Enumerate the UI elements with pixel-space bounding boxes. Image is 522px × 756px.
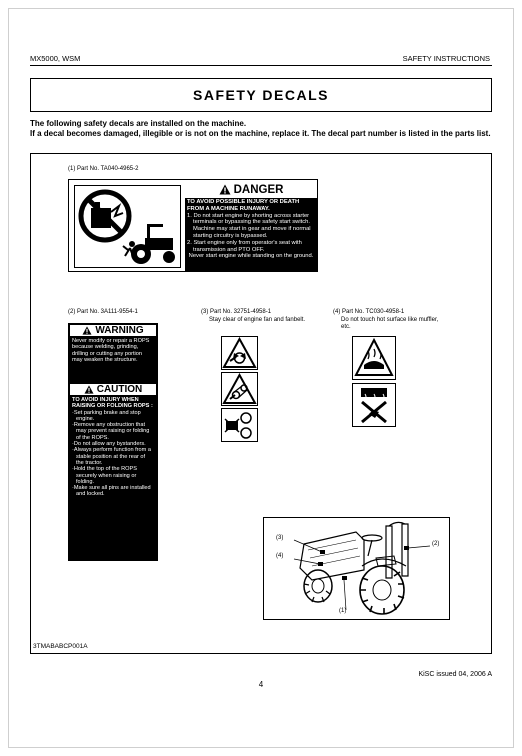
danger-item-1: 1. Do not start engine by shorting across starter terminals or bypassing the safety start switch. Machine may start in gear and move if normal starting circuitry is bypassed.	[187, 212, 311, 239]
decals-frame	[30, 153, 492, 654]
tractor-illustration	[263, 517, 450, 620]
caution-item: ·Set parking brake and stop engine.	[72, 409, 141, 422]
alert-triangle-icon	[219, 184, 231, 195]
no-hands-fan-icon	[221, 408, 258, 442]
warning-text: Never modify or repair a ROPS because welding, grinding, drilling or cutting any portion may weaken the structure.	[72, 338, 150, 363]
figure-callout-2: (2)	[432, 541, 440, 547]
caution-item: ·Hold the top of the ROPS securely when raising or folding.	[72, 466, 137, 485]
decal-3-description: Stay clear of engine fan and fanbelt.	[209, 316, 306, 323]
decal-3-part-number: (3) Part No. 32751-4958-1	[201, 309, 272, 315]
caution-heading	[69, 383, 157, 396]
belt-warning-icon	[221, 372, 258, 406]
runaway-pictogram	[74, 185, 181, 268]
intro-line-1: The following safety decals are installed on the machine.	[30, 119, 247, 128]
issue-note: KiSC issued 04, 2006 A	[418, 671, 492, 678]
caution-text	[69, 396, 157, 499]
figure-code: 3TMABABCP001A	[33, 643, 88, 650]
danger-decal	[68, 179, 318, 272]
hot-surface-warning-icon	[352, 336, 396, 380]
alert-triangle-icon	[82, 326, 92, 335]
decal-3-label	[201, 309, 311, 324]
caution-item: ·Do not allow any bystanders.	[72, 441, 146, 448]
caution-item: ·Always perform function from a stable position at the rear of the tractor.	[72, 447, 151, 466]
header-model: MX5000, WSM	[30, 54, 81, 63]
warning-heading-text: WARNING	[95, 325, 144, 336]
page-number: 4	[258, 680, 264, 689]
caution-item: ·Remove any obstruction that may prevent raising or folding of the ROPS.	[72, 422, 150, 441]
caution-heading-text: CAUTION	[96, 384, 143, 395]
decal-1-part-number: (1) Part No. TA040-4965-2	[68, 166, 139, 172]
title-box	[30, 78, 492, 112]
caution-subheading: TO AVOID INJURY WHEN RAISING OR FOLDING ROPS :	[72, 397, 153, 410]
no-touch-hot-surface-icon	[352, 383, 396, 427]
caution-item: ·Make sure all pins are installed and locked.	[72, 485, 151, 498]
danger-body	[185, 198, 317, 271]
decal-2-part-number: (2) Part No. 3A111-9554-1	[68, 309, 138, 315]
danger-item-2: 2. Start engine only from operator's seat with transmission and PTO OFF.	[187, 239, 302, 253]
warning-heading	[69, 324, 157, 337]
decal-4-label	[333, 309, 443, 332]
header-section: SAFETY INSTRUCTIONS	[402, 54, 490, 63]
danger-subheading: TO AVOID POSSIBLE INJURY OR DEATH FROM A MACHINE RUNAWAY.	[187, 199, 300, 212]
danger-heading	[185, 182, 317, 197]
danger-heading-text: DANGER	[233, 183, 284, 196]
intro-text	[30, 119, 495, 139]
warning-caution-decal	[68, 323, 158, 561]
figure-callout-4: (4)	[276, 553, 284, 559]
header-rule	[30, 65, 492, 66]
decal-4-part-number: (4) Part No. TC030-4958-1	[333, 309, 405, 315]
figure-callout-3: (3)	[276, 535, 284, 541]
decal-4-description: Do not touch hot surface like muffler, etc.	[341, 316, 439, 330]
fan-warning-icon	[221, 336, 258, 370]
alert-triangle-icon	[84, 385, 94, 394]
intro-line-2: If a decal becomes damaged, illegible or is not on the machine, replace it. The decal part number is listed in the parts list.	[30, 129, 491, 138]
page-title: SAFETY DECALS	[193, 87, 329, 103]
danger-note: Never start engine while standing on the ground.	[188, 253, 314, 260]
figure-callout-1: (1)	[339, 608, 347, 614]
